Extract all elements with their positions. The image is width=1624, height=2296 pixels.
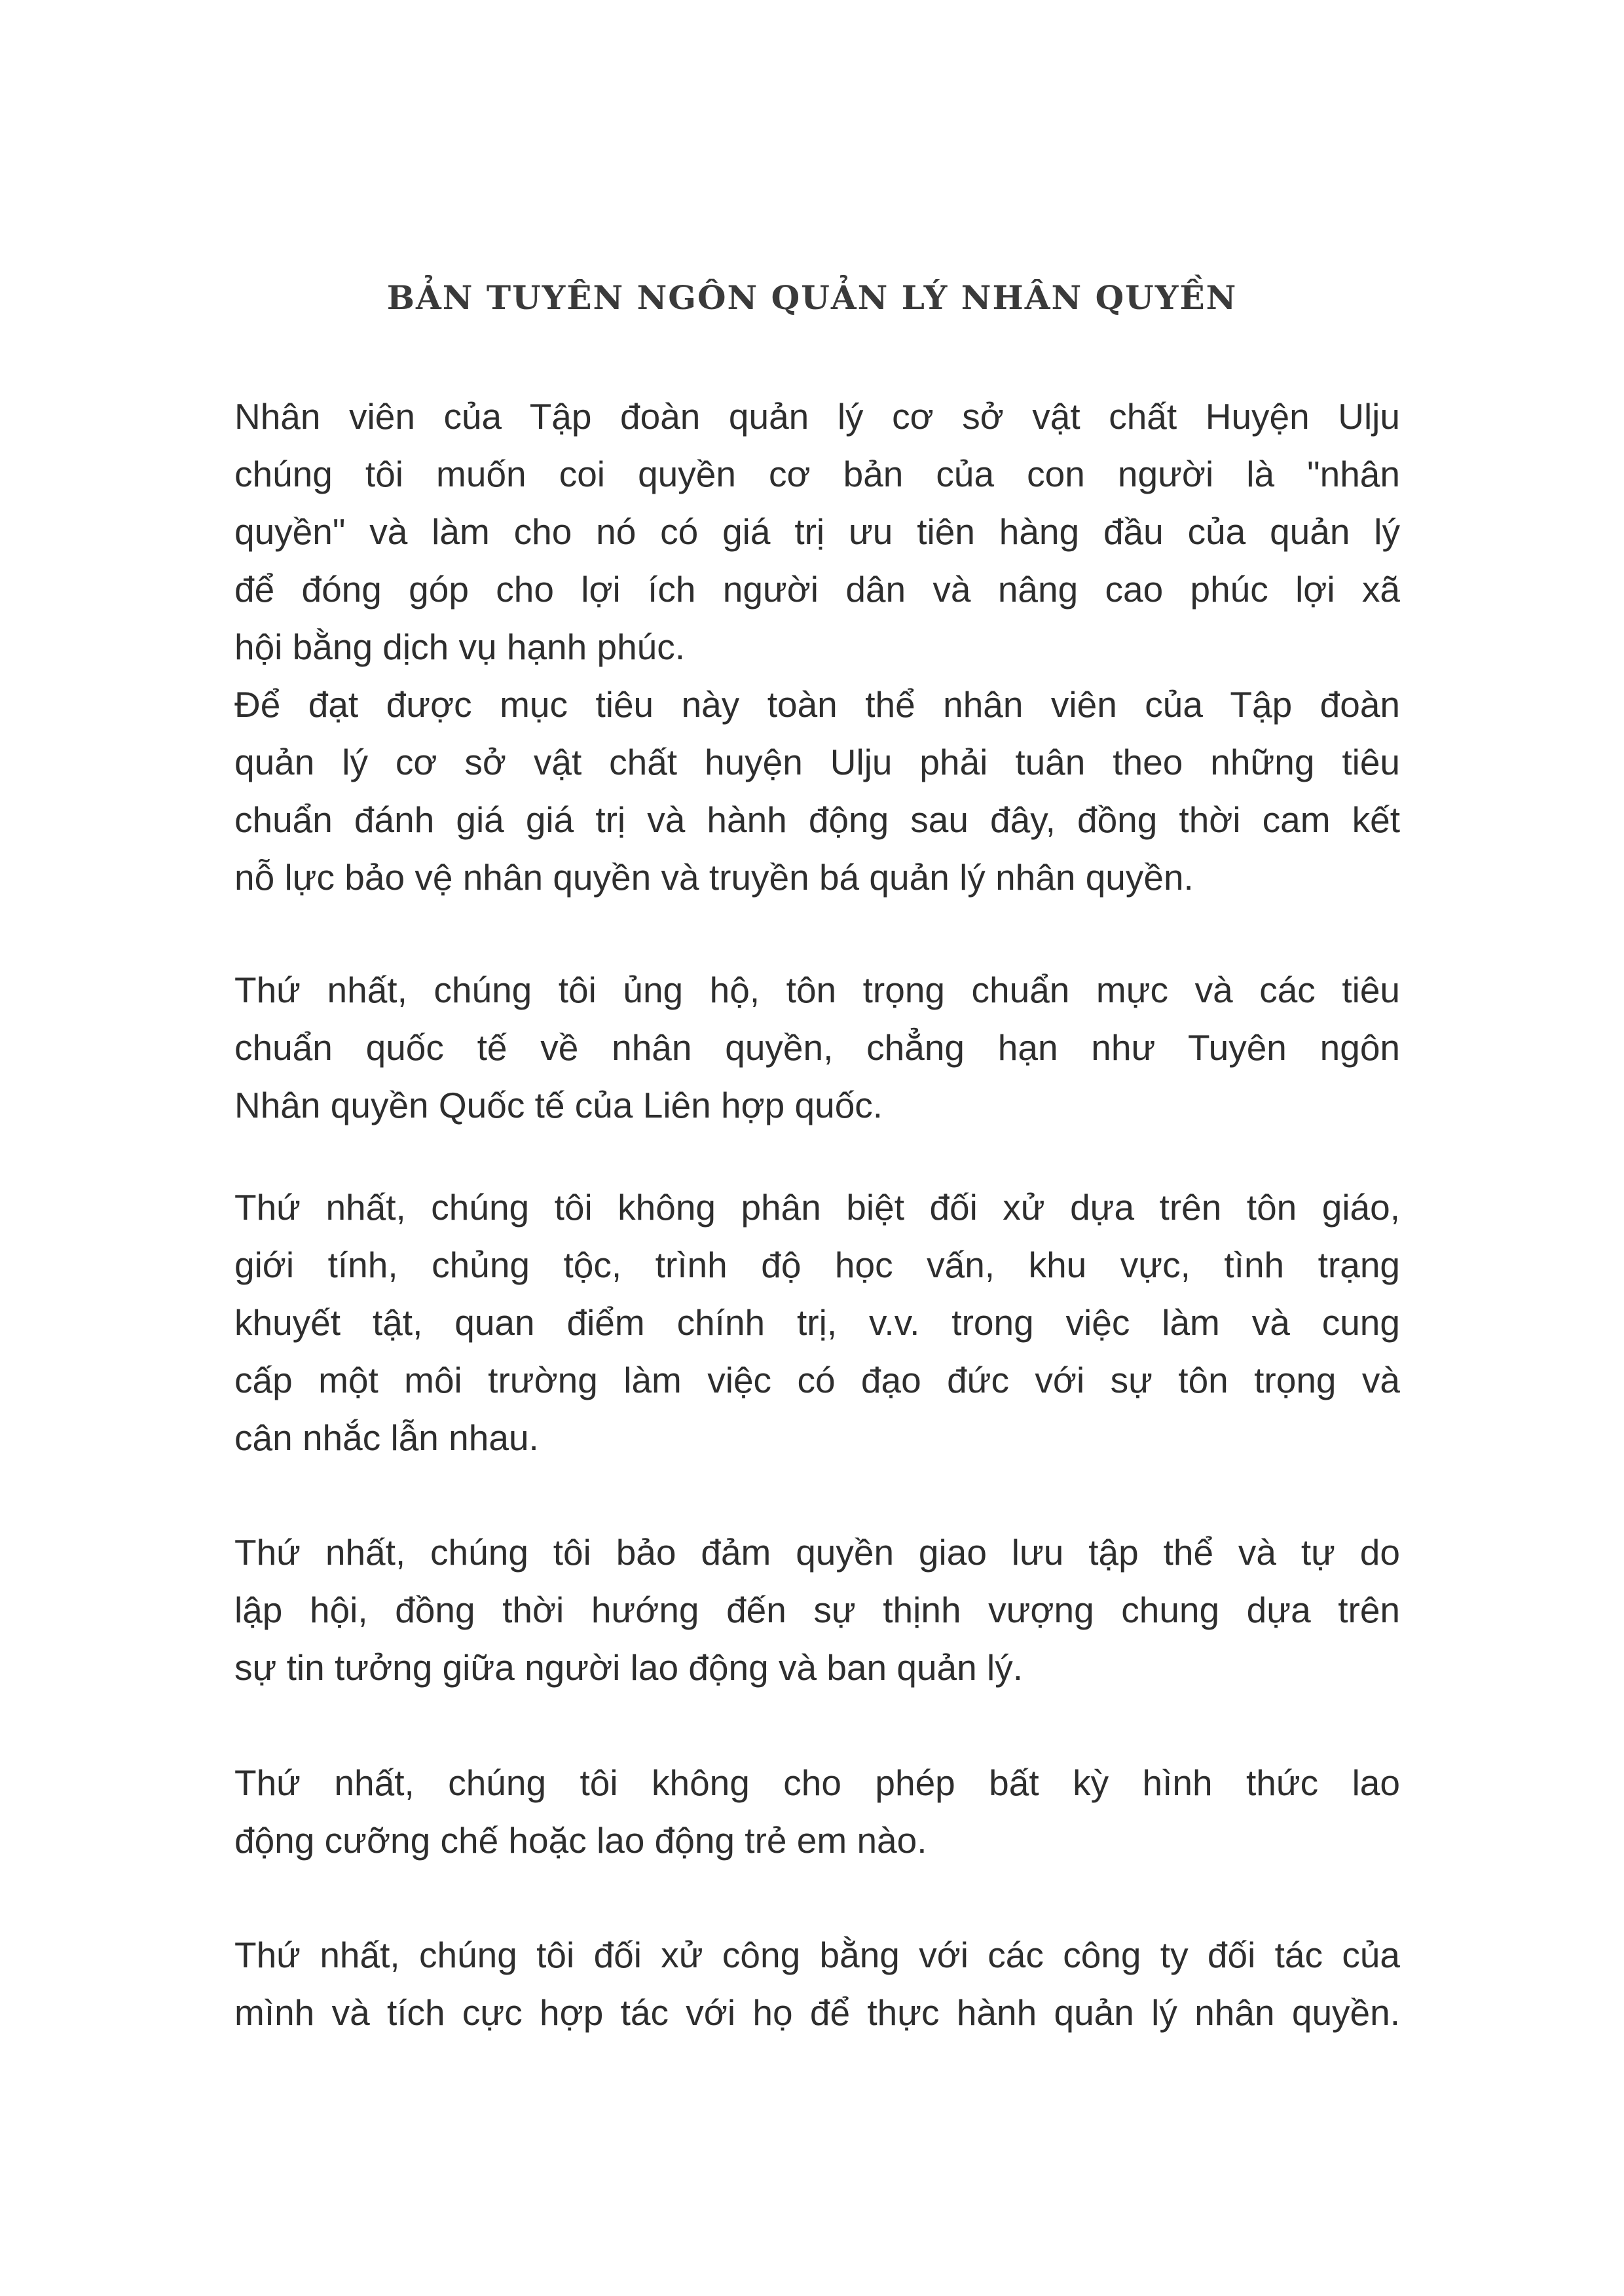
text-line: Thứ nhất, chúng tôi đối xử công bằng với các công ty đối tác của (234, 1935, 1400, 1975)
text-line: sự tin tưởng giữa người lao động và ban quản lý. (234, 1647, 1024, 1688)
text-line: lập hội, đồng thời hướng đến sự thịnh vượng chung dựa trên (234, 1590, 1400, 1630)
text-line: nỗ lực bảo vệ nhân quyền và truyền bá quản lý nhân quyền. (234, 857, 1194, 898)
text-line: chuẩn quốc tế về nhân quyền, chẳng hạn như Tuyên ngôn (234, 1027, 1400, 1068)
text-line: cân nhắc lẫn nhau. (234, 1417, 539, 1458)
text-line: chuẩn đánh giá giá trị và hành động sau đây, đồng thời cam kết (234, 799, 1400, 840)
commitment-paragraph-2 (234, 1178, 1400, 1467)
document-title: BẢN TUYÊN NGÔN QUẢN LÝ NHÂN QUYỀN (386, 278, 1238, 317)
text-line: chúng tôi muốn coi quyền cơ bản của con người là "nhân (234, 454, 1400, 494)
text-line: Nhân quyền Quốc tế của Liên hợp quốc. (234, 1085, 883, 1125)
text-line: Để đạt được mục tiêu này toàn thể nhân viên của Tập đoàn (234, 684, 1400, 725)
text-line: quyền" và làm cho nó có giá trị ưu tiên hàng đầu của quản lý (234, 511, 1400, 552)
text-line: Nhân viên của Tập đoàn quản lý cơ sở vật chất Huyện Ulju (234, 396, 1400, 437)
text-line: Thứ nhất, chúng tôi ủng hộ, tôn trọng chuẩn mực và các tiêu (234, 970, 1400, 1010)
text-line: động cưỡng chế hoặc lao động trẻ em nào. (234, 1820, 927, 1861)
intro-paragraph (234, 388, 1400, 906)
commitment-paragraph-1 (234, 961, 1400, 1134)
text-line: Thứ nhất, chúng tôi không cho phép bất kỳ hình thức lao (234, 1762, 1400, 1803)
text-line: hội bằng dịch vụ hạnh phúc. (234, 627, 686, 667)
text-line: Thứ nhất, chúng tôi không phân biệt đối xử dựa trên tôn giáo, (234, 1187, 1400, 1228)
text-line: khuyết tật, quan điểm chính trị, v.v. trong việc làm và cung (234, 1302, 1400, 1343)
text-line: mình và tích cực hợp tác với họ để thực hành quản lý nhân quyền. (234, 1992, 1400, 2033)
commitment-paragraph-4 (234, 1754, 1400, 1869)
commitment-paragraph-5 (234, 1926, 1400, 2041)
text-line: quản lý cơ sở vật chất huyện Ulju phải tuân theo những tiêu (234, 742, 1400, 782)
text-line: để đóng góp cho lợi ích người dân và nâng cao phúc lợi xã (234, 569, 1400, 610)
text-line: giới tính, chủng tộc, trình độ học vấn, khu vực, tình trạng (234, 1245, 1400, 1285)
text-line: Thứ nhất, chúng tôi bảo đảm quyền giao lưu tập thể và tự do (234, 1532, 1400, 1573)
commitment-paragraph-3 (234, 1523, 1400, 1696)
text-line: cấp một môi trường làm việc có đạo đức với sự tôn trọng và (234, 1360, 1400, 1400)
